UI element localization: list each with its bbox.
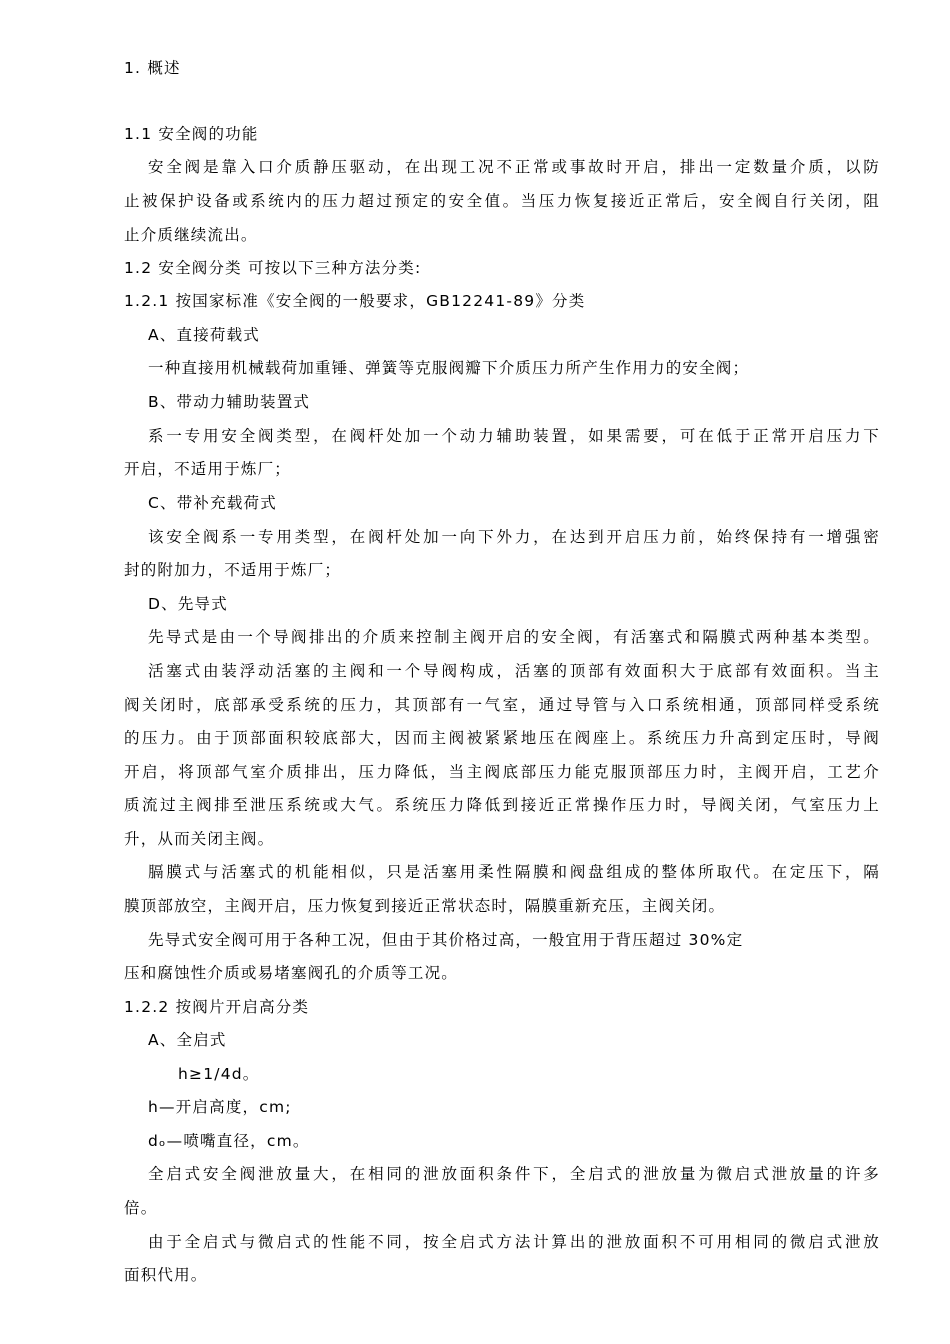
definition-h: h—开启高度，cm; (148, 1098, 292, 1116)
paragraph-line: 止介质继续流出。 (124, 226, 258, 244)
paragraph-line: 由于全启式与微启式的性能不同，按全启式方法计算出的泄放面积不可用相同的微启式泄放 (148, 1233, 880, 1251)
item-title-a: A、直接荷载式 (148, 326, 261, 344)
paragraph-line: 膈膜式与活塞式的机能相似，只是活塞用柔性隔膜和阀盘组成的整体所取代。在定压下，隔 (148, 863, 880, 881)
definition-d: dₒ—喷嘴直径，cm。 (148, 1132, 310, 1150)
item-title-d: D、先导式 (148, 595, 228, 613)
paragraph-line: 活塞式由装浮动活塞的主阀和一个导阀构成，活塞的顶部有效面积大于底部有效面积。当主 (148, 662, 880, 680)
paragraph-line: 封的附加力，不适用于炼厂； (124, 561, 342, 579)
heading-1-2: 1.2 安全阀分类 可按以下三种方法分类: (124, 259, 422, 277)
paragraph-line: 面积代用。 (124, 1266, 208, 1284)
paragraph-line: 开启，将顶部气室介质排出，压力降低，当主阀底部压力能克服顶部压力时，主阀开启，工艺介 (124, 763, 880, 781)
item-title-a2: A、全启式 (148, 1031, 227, 1049)
paragraph-line: 的压力。由于顶部面积较底部大，因而主阀被紧紧地压在阀座上。系统压力升高到定压时，导阀 (124, 729, 880, 747)
paragraph-line: 阀关闭时，底部承受系统的压力，其顶部有一气室，通过导管与入口系统相通，顶部同样受系统 (124, 696, 880, 714)
paragraph-line: 质流过主阀排至泄压系统或大气。系统压力降低到接近正常操作压力时，导阀关闭，气室压力上 (124, 796, 880, 814)
paragraph-line: 膜顶部放空，主阀开启，压力恢复到接近正常状态时，隔膜重新充压，主阀关闭。 (124, 897, 726, 915)
paragraph-line: 系一专用安全阀类型，在阀杆处加一个动力辅助装置，如果需要，可在低于正常开启压力下 (148, 427, 880, 445)
paragraph-line: 升，从而关闭主阀。 (124, 830, 275, 848)
item-title-c: C、带补充载荷式 (148, 494, 277, 512)
heading-1-2-1: 1.2.1 按国家标准《安全阀的一般要求，GB12241-89》分类 (124, 292, 586, 310)
paragraph-line: 一种直接用机械载荷加重锤、弹簧等克服阀瓣下介质压力所产生作用力的安全阀； (148, 359, 750, 377)
paragraph-line: 全启式安全阀泄放量大，在相同的泄放面积条件下，全启式的泄放量为微启式泄放量的许多 (148, 1165, 880, 1183)
paragraph-line: 先导式安全阀可用于各种工况，但由于其价格过高，一般宜用于背压超过 30%定 (148, 931, 744, 949)
item-title-b: B、带动力辅助装置式 (148, 393, 311, 411)
heading-1-1: 1.1 安全阀的功能 (124, 125, 259, 143)
paragraph-line: 开启，不适用于炼厂； (124, 460, 292, 478)
paragraph-line: 先导式是由一个导阀排出的介质来控制主阀开启的安全阀，有活塞式和隔膜式两种基本类型。 (148, 628, 880, 646)
paragraph-line: 压和腐蚀性介质或易堵塞阀孔的介质等工况。 (124, 964, 459, 982)
formula: h≥1/4d。 (178, 1065, 260, 1083)
paragraph-line: 该安全阀系一专用类型，在阀杆处加一向下外力，在达到开启压力前，始终保持有一增强密 (148, 528, 880, 546)
paragraph-line: 倍。 (124, 1199, 158, 1217)
paragraph-line: 止被保护设备或系统内的压力超过预定的安全值。当压力恢复接近正常后，安全阀自行关闭，阻 (124, 192, 880, 210)
heading-1-2-2: 1.2.2 按阀片开启高分类 (124, 998, 310, 1016)
heading-1: 1. 概述 (124, 59, 181, 77)
paragraph-line: 安全阀是靠入口介质静压驱动，在出现工况不正常或事故时开启，排出一定数量介质，以防 (148, 158, 880, 176)
